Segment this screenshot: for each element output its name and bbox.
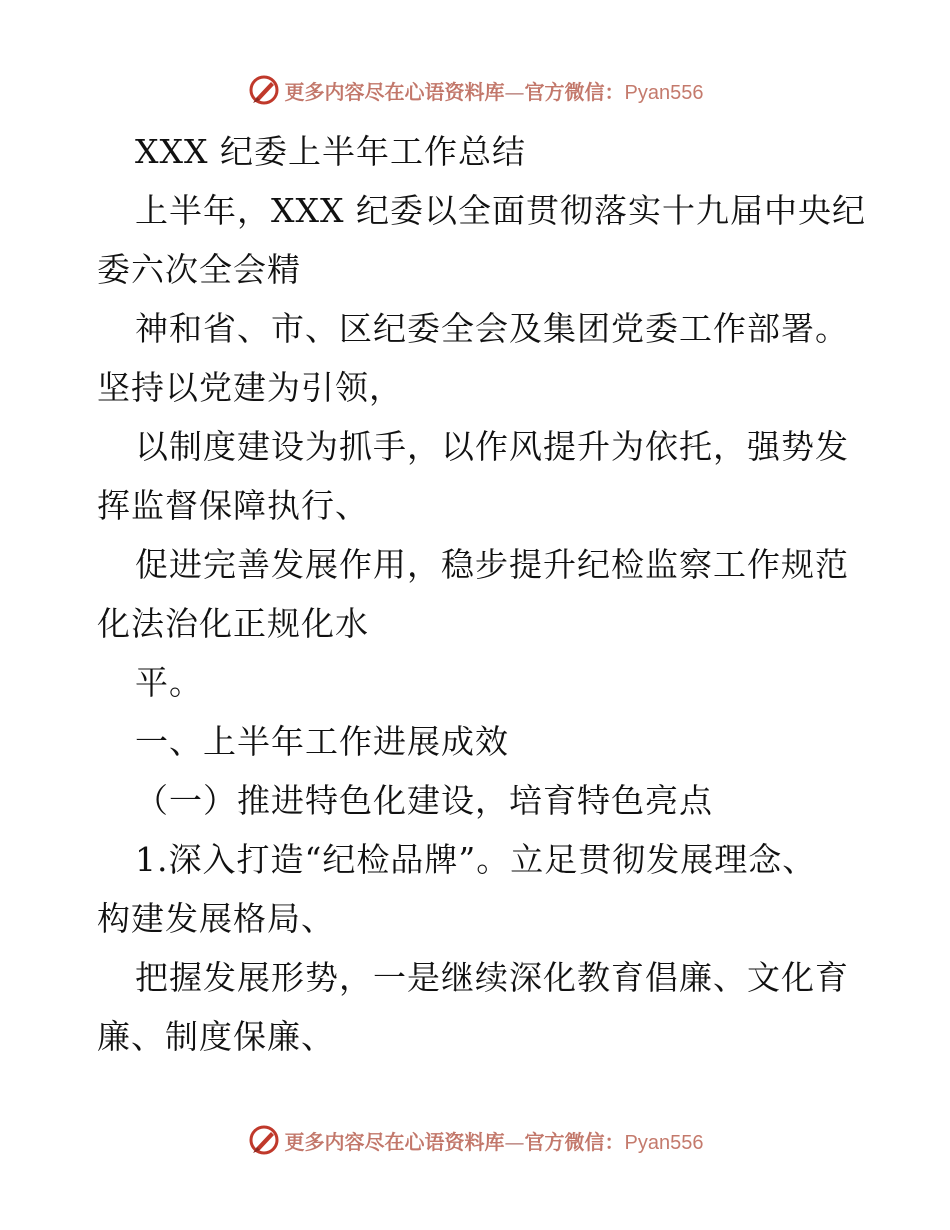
paragraph-line: 把握发展形势，一是继续深化教育倡廉、文化育 [135, 958, 849, 997]
document-title: XXX 纪委上半年工作总结 [135, 132, 526, 171]
paragraph-line: 化法治化正规化水 [97, 604, 369, 643]
paragraph-line: 上半年，XXX 纪委以全面贯彻落实十九届中央纪 [135, 191, 866, 230]
subsection-heading: （一）推进特色化建设，培育特色亮点 [135, 781, 713, 820]
banner-separator: — [504, 1129, 525, 1154]
banner-wechat-id: Pyan556 [624, 1131, 704, 1154]
header-banner [0, 70, 950, 110]
pen-logo-icon [247, 1123, 281, 1157]
banner-wechat-id: Pyan556 [624, 81, 704, 104]
banner-separator: — [504, 79, 525, 104]
banner-text-cn2: 官方微信： [524, 1129, 625, 1154]
paragraph-line: 促进完善发展作用，稳步提升纪检监察工作规范 [135, 545, 849, 584]
pen-logo-icon [247, 73, 281, 107]
paragraph-line: 1.深入打造“纪检品牌”。立足贯彻发展理念、 [135, 840, 817, 879]
paragraph-line: 构建发展格局、 [97, 899, 335, 938]
footer-banner [0, 1120, 950, 1160]
paragraph-line: 挥监督保障执行、 [97, 486, 369, 525]
paragraph-line: 坚持以党建为引领， [97, 368, 403, 407]
paragraph-line: 委六次全会精 [97, 250, 301, 289]
banner-text-cn: 更多内容尽在心语资料库 [284, 1129, 505, 1154]
section-heading: 一、上半年工作进展成效 [135, 722, 509, 761]
banner-promo-text [285, 76, 704, 105]
paragraph-line: 神和省、市、区纪委全会及集团党委工作部署。 [135, 309, 849, 348]
paragraph-line: 平。 [135, 663, 203, 702]
paragraph-line: 以制度建设为抓手，以作风提升为依托，强势发 [135, 427, 849, 466]
banner-text-cn: 更多内容尽在心语资料库 [284, 79, 505, 104]
document-body [97, 122, 866, 1066]
banner-promo-text [285, 1126, 704, 1155]
banner-text-cn2: 官方微信： [524, 79, 625, 104]
paragraph-line: 廉、制度保廉、 [97, 1017, 335, 1056]
